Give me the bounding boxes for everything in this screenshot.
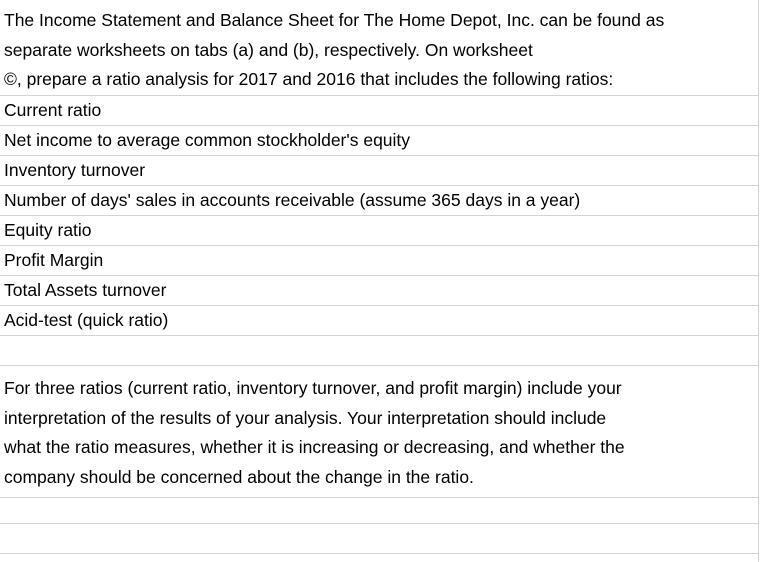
ratio-label: Current ratio	[4, 100, 102, 120]
ratio-cell-net-income-to-equity[interactable]	[0, 126, 758, 156]
interpretation-line-4: company should be concerned about the change in the ratio.	[4, 466, 474, 487]
ratio-cell-inventory-turnover[interactable]	[0, 156, 758, 186]
ratio-label: Number of days' sales in accounts receivable (assume 365 days in a year)	[4, 190, 581, 210]
ratio-cell-equity-ratio[interactable]	[0, 216, 758, 246]
interpretation-line-3: what the ratio measures, whether it is increasing or decreasing, and whether the	[4, 437, 625, 458]
ratio-label: Equity ratio	[4, 220, 92, 240]
empty-cell[interactable]	[0, 524, 758, 554]
ratio-label: Acid-test (quick ratio)	[4, 310, 169, 330]
interpretation-line-1: For three ratios (current ratio, inventory turnover, and profit margin) include your	[4, 378, 622, 398]
instructions-cell[interactable]	[0, 6, 758, 96]
ratio-label: Profit Margin	[4, 250, 104, 270]
interpretation-cell[interactable]	[0, 366, 758, 498]
instructions-line-1: The Income Statement and Balance Sheet for The Home Depot, Inc. can be found as	[4, 10, 665, 30]
ratio-cell-days-sales-receivable[interactable]	[0, 186, 758, 216]
ratio-cell-total-assets-turnover[interactable]	[0, 276, 758, 306]
empty-cell[interactable]	[0, 336, 758, 366]
ratio-cell-current-ratio[interactable]	[0, 96, 758, 126]
ratio-cell-acid-test[interactable]	[0, 306, 758, 336]
ratio-label: Inventory turnover	[4, 160, 146, 180]
empty-cell[interactable]	[0, 498, 758, 524]
instructions-line-3: ©, prepare a ratio analysis for 2017 and 2016 that includes the following ratios:	[4, 69, 614, 90]
instructions-line-2: separate worksheets on tabs (a) and (b), respectively. On worksheet	[4, 39, 533, 60]
ratio-label: Net income to average common stockholder's equity	[4, 130, 411, 150]
column-border	[758, 0, 759, 562]
interpretation-line-2: interpretation of the results of your analysis. Your interpretation should include	[4, 407, 607, 428]
ratio-cell-profit-margin[interactable]	[0, 246, 758, 276]
ratio-label: Total Assets turnover	[4, 280, 167, 300]
